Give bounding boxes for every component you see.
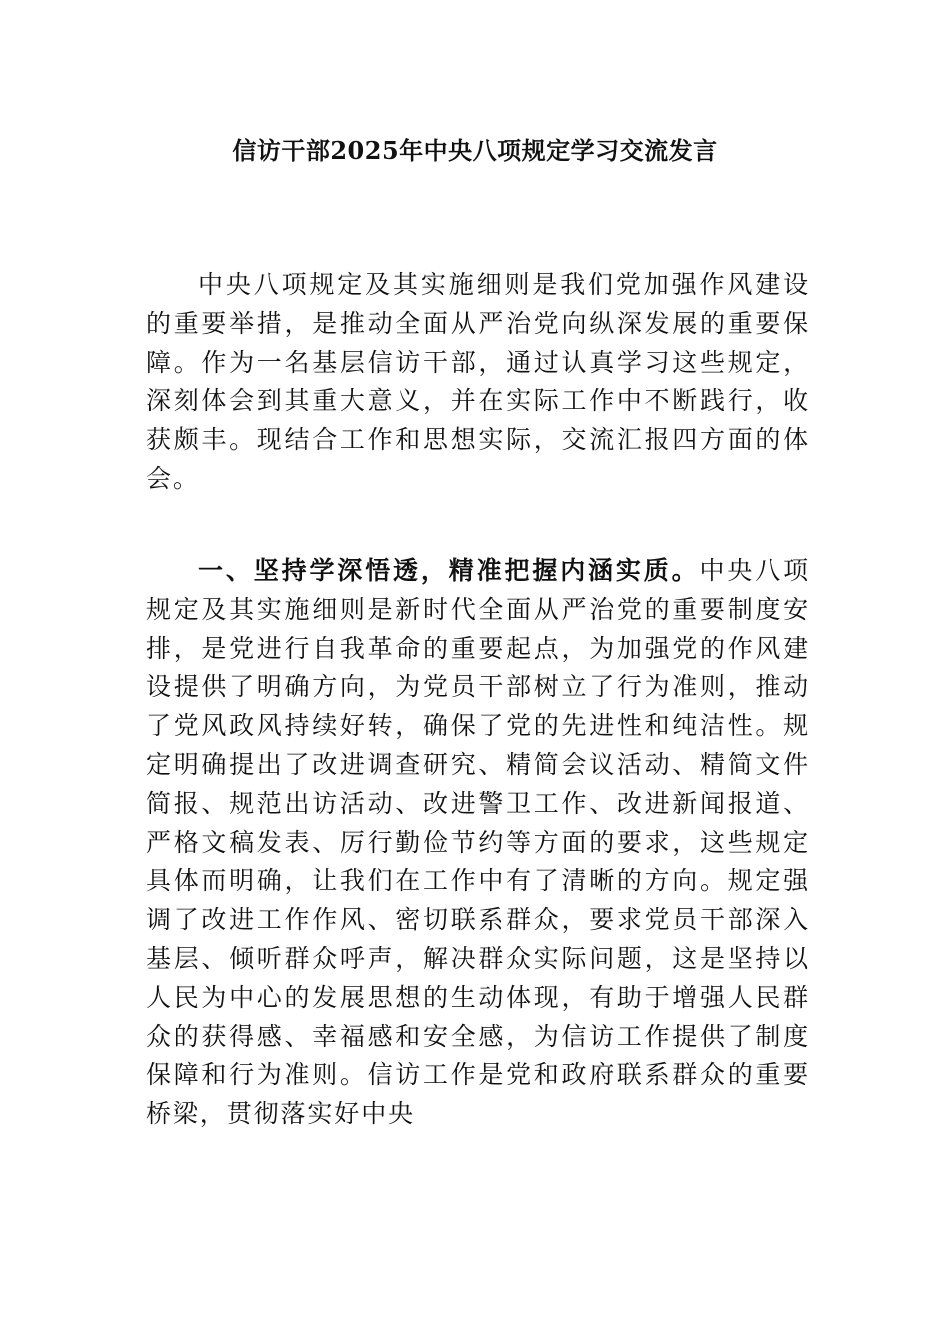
section-one-paragraph: [146, 552, 810, 1134]
intro-paragraph-text: 中央八项规定及其实施细则是我们党加强作风建设的重要举措，是推动全面从严治党向纵深发展的重要保障。作为一名基层信访干部，通过认真学习这些规定，深刻体会到其重大意义，并在实际工作中不断践行，收获颇丰。现结合工作和思想实际，交流汇报四方面的体会。: [146, 270, 810, 493]
section-one-heading: 一、坚持学深悟透，精准把握内涵实质。: [198, 556, 700, 585]
intro-paragraph: [146, 266, 810, 499]
section-one-text: 中央八项规定及其实施细则是新时代全面从严治党的重要制度安排，是党进行自我革命的重要起点，为加强党的作风建设提供了明确方向，为党员干部树立了行为准则，推动了党风政风持续好转，确保了党的先进性和纯洁性。规定明确提出了改进调查研究、精简会议活动、精简文件简报、规范出访活动、改进警卫工作、改进新闻报道、严格文稿发表、厉行勤俭节约等方面的要求，这些规定具体而明确，让我们在工作中有了清晰的方向。规定强调了改进工作作风、密切联系群众，要求党员干部深入基层、倾听群众呼声，解决群众实际问题，这是坚持以人民为中心的发展思想的生动体现，有助于增强人民群众的获得感、幸福感和安全感，为信访工作提供了制度保障和行为准则。信访工作是党和政府联系群众的重要桥梁，贯彻落实好中央: [146, 556, 810, 1129]
document-title: 信访干部2025年中央八项规定学习交流发言: [232, 136, 718, 165]
